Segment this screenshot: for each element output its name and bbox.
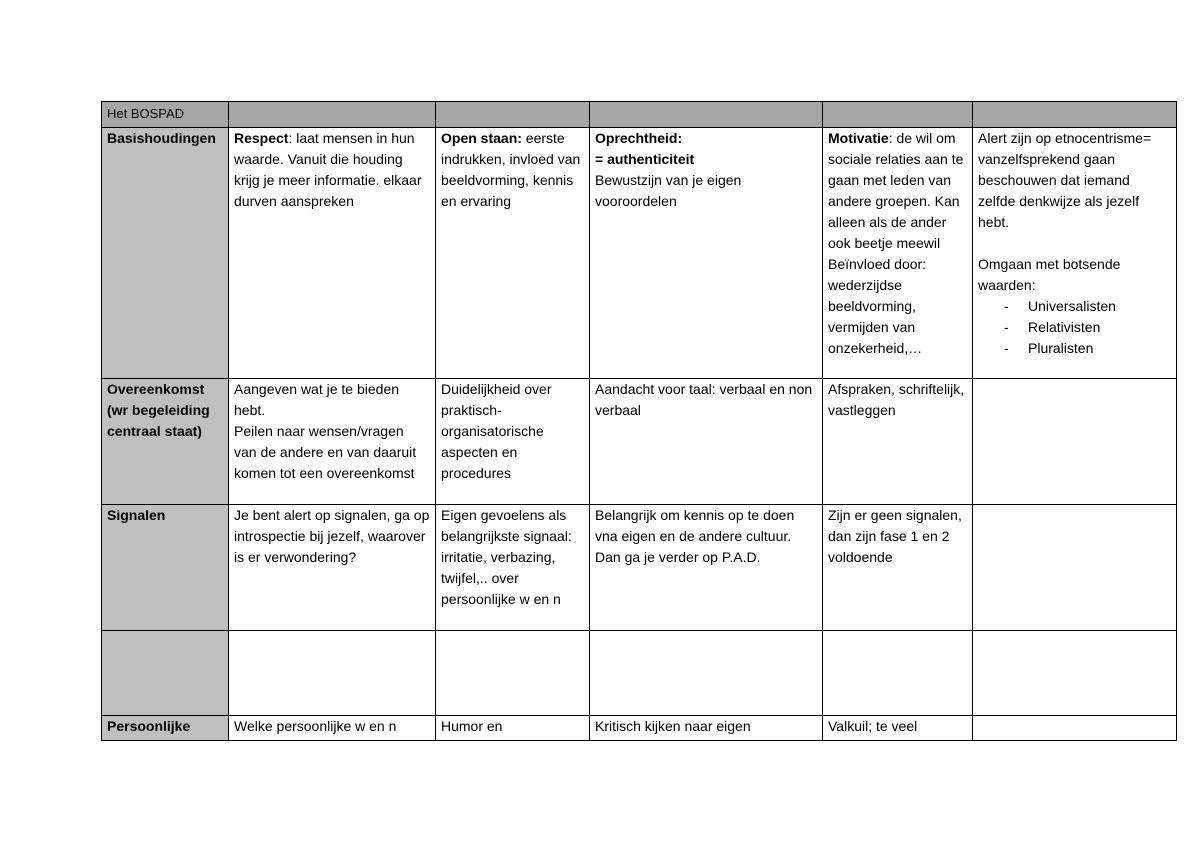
table-row (102, 505, 1177, 631)
table-cell: Oprechtheid: = authenticiteit Bewustzijn van je eigen vooroordelen (590, 128, 823, 379)
table-cell (973, 379, 1177, 505)
table-cell (973, 631, 1177, 716)
row-label: Persoonlijke (102, 716, 229, 741)
table-row (102, 128, 1177, 379)
table-cell: Humor en (436, 716, 590, 741)
table-cell: Belangrijk om kennis op te doen vna eigen en de andere cultuur. Dan ga je verder op P.A.D. (590, 505, 823, 631)
header-cell (973, 102, 1177, 128)
table-row (102, 716, 1177, 741)
table-header-row (102, 102, 1177, 128)
table-cell: Motivatie: de wil om sociale relaties aan te gaan met leden van andere groepen. Kan alleen als de ander ook beetje meewil Beïnvloed door: wederzijdse beeldvorming, vermijden van onzekerheid,… (823, 128, 973, 379)
table-cell: Eigen gevoelens als belangrijkste signaal: irritatie, verbazing, twijfel,.. over persoonlijke w en n (436, 505, 590, 631)
table-cell: Aangeven wat je te bieden hebt. Peilen naar wensen/vragen van de andere en van daaruit komen tot een overeenkomst (229, 379, 436, 505)
row-label: Signalen (102, 505, 229, 631)
row-label: Overeenkomst (wr begeleiding centraal staat) (102, 379, 229, 505)
table-cell (823, 631, 973, 716)
table-title: Het BOSPAD (102, 102, 229, 128)
table-cell: Valkuil; te veel (823, 716, 973, 741)
list-item: - Relativisten (978, 317, 1171, 338)
table-cell (973, 505, 1177, 631)
table-cell: Respect: laat mensen in hun waarde. Vanuit die houding krijg je meer informatie. elkaar durven aanspreken (229, 128, 436, 379)
table-row (102, 379, 1177, 505)
table-cell: Zijn er geen signalen, dan zijn fase 1 en 2 voldoende (823, 505, 973, 631)
table-cell: Alert zijn op etnocentrisme= vanzelfsprekend gaan beschouwen dat iemand zelfde denkwijze als jezelf hebt. Omgaan met botsende waarden: - Universalisten - Relativisten - Pluralisten (973, 128, 1177, 379)
bospad-table (101, 101, 1177, 741)
table-row (102, 631, 1177, 716)
header-cell (436, 102, 590, 128)
table-cell (229, 631, 436, 716)
table-cell: Aandacht voor taal: verbaal en non verbaal (590, 379, 823, 505)
table-cell: Welke persoonlijke w en n (229, 716, 436, 741)
table-cell: Duidelijkheid over praktisch-organisatorische aspecten en procedures (436, 379, 590, 505)
table-cell: Afspraken, schriftelijk, vastleggen (823, 379, 973, 505)
table-cell: Kritisch kijken naar eigen (590, 716, 823, 741)
table-cell: Je bent alert op signalen, ga op introspectie bij jezelf, waarover is er verwondering? (229, 505, 436, 631)
table-cell (436, 631, 590, 716)
row-label: Basishoudingen (102, 128, 229, 379)
header-cell (823, 102, 973, 128)
list-item: - Pluralisten (978, 338, 1171, 359)
values-list (978, 296, 1171, 359)
list-item: - Universalisten (978, 296, 1171, 317)
table-cell (590, 631, 823, 716)
header-cell (590, 102, 823, 128)
table-cell (973, 716, 1177, 741)
table-cell: Open staan: eerste indrukken, invloed van beeldvorming, kennis en ervaring (436, 128, 590, 379)
header-cell (229, 102, 436, 128)
row-label (102, 631, 229, 716)
